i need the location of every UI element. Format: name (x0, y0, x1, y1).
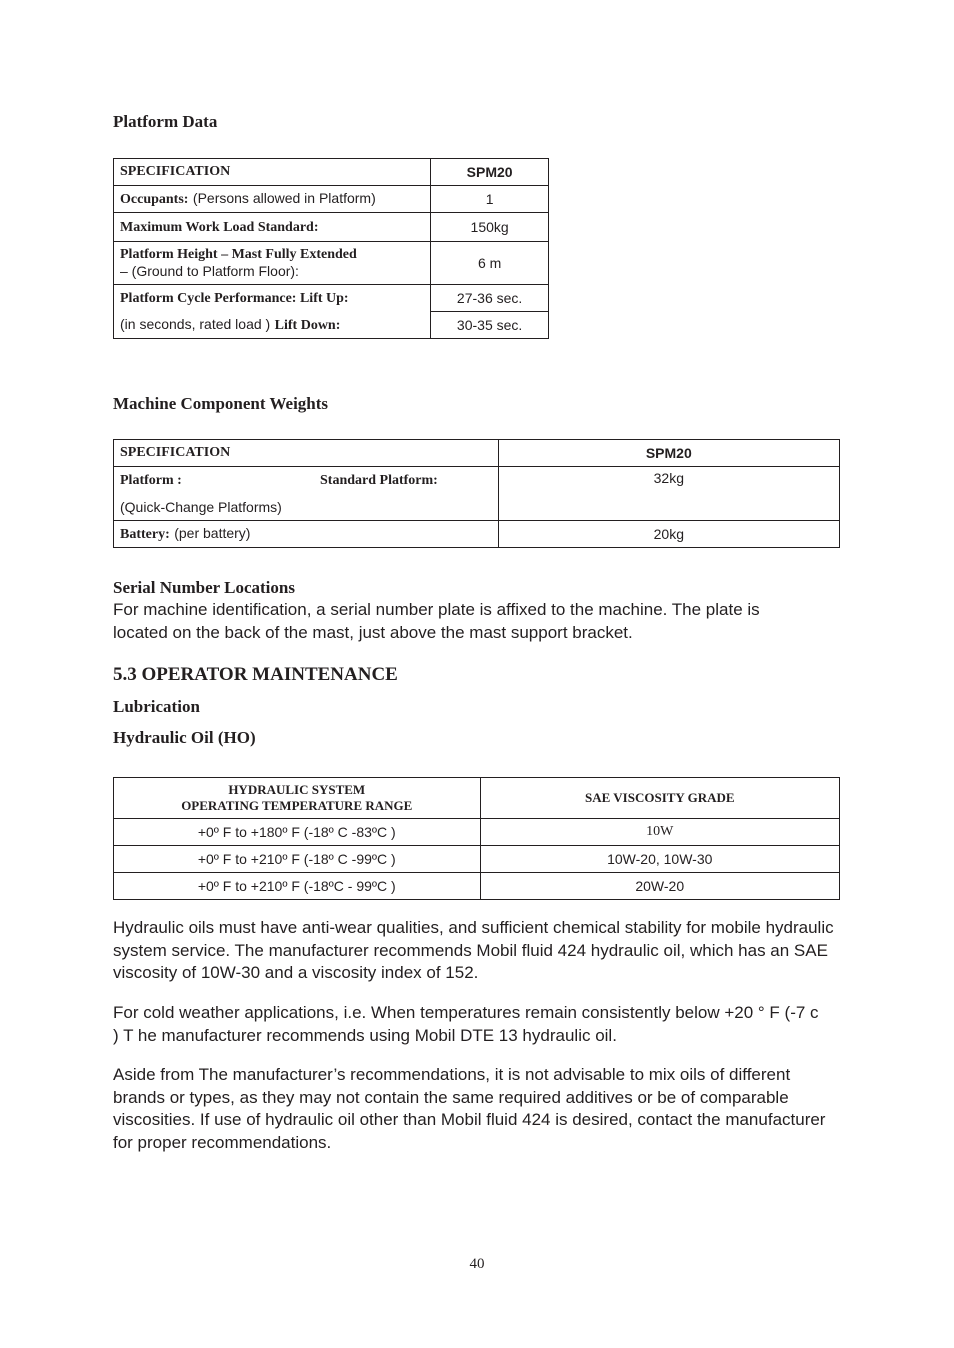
table-row (114, 819, 840, 846)
hydraulic-oil-heading: Hydraulic Oil (HO) (113, 728, 256, 747)
row-value-empty (498, 494, 839, 521)
range-cell: +0º F to +180º F (-18º C -83ºC ) (114, 819, 481, 846)
model-header: SPM20 (498, 440, 839, 467)
table-row (114, 846, 840, 873)
platform-label: Platform : (120, 473, 182, 489)
row-label-rest: – (Ground to Platform Floor): (120, 263, 299, 279)
table-row (114, 521, 840, 548)
row-label-bold: Platform Height – Mast Fully Extended (120, 247, 357, 262)
spec-header: SPECIFICATION (114, 440, 499, 467)
paragraph-anti-wear: Hydraulic oils must have anti-wear qualities, and sufficient chemical stability for mobile hydraulic system service. The manufacturer recommends Mobil fluid 424 hydraulic oil, which has an SAE viscosity of 10W-30 and a viscosity index of 152. (113, 918, 834, 982)
platform-data-heading: Platform Data (113, 112, 218, 131)
component-weights-table (113, 439, 840, 548)
lubrication-heading: Lubrication (113, 697, 200, 716)
range-cell: +0º F to +210º F (-18º C -99ºC ) (114, 846, 481, 873)
paragraph-mixing-oils: Aside from The manufacturer’s recommendations, it is not advisable to mix oils of different brands or types, as they may not contain the same required additives or be of comparable viscosities. If use of hydraulic oil other than Mobil fluid 424 is desired, contact the manufacturer for proper recommendations. (113, 1065, 826, 1152)
serial-heading: Serial Number Locations (113, 578, 295, 597)
row-label (114, 242, 431, 285)
table-row (114, 873, 840, 900)
table-header-row (114, 159, 549, 186)
row-label-bold: Platform Cycle Performance: Lift Up: (120, 291, 349, 307)
row-label (114, 521, 499, 548)
table-row (114, 285, 549, 312)
row-label-bold: Occupants: (120, 192, 189, 207)
battery-label-rest: (per battery) (174, 525, 251, 541)
row-value: 6 m (431, 242, 549, 285)
table-row (114, 467, 840, 494)
paragraph-cold-weather: For cold weather applications, i.e. When temperatures remain consistently below +20 ° F (-7 c ) T he manufacturer recommends using Mobil DTE 13 hydraulic oil. (113, 1003, 819, 1045)
hydraulic-table (113, 777, 840, 900)
row-label (114, 312, 431, 339)
row-label-bold: Lift Down: (274, 317, 341, 333)
row-label-bold: Maximum Work Load Standard: (120, 220, 319, 235)
grade-cell: 20W-20 (480, 873, 839, 900)
row-label-rest: (Persons allowed in Platform) (192, 190, 376, 206)
row-value: 27-36 sec. (431, 285, 549, 312)
row-label (114, 213, 431, 242)
table-row (114, 312, 549, 339)
serial-text: For machine identification, a serial number plate is affixed to the machine. The plate is located on the back of the mast, just above the mast support bracket. (113, 600, 760, 642)
table-row (114, 494, 840, 521)
grade-cell: 10W (480, 819, 839, 846)
battery-label-bold: Battery: (120, 527, 170, 542)
range-header-line2: OPERATING TEMPERATURE RANGE (181, 798, 413, 813)
table-header-row (114, 778, 840, 819)
range-cell: +0º F to +210º F (-18ºC - 99ºC ) (114, 873, 481, 900)
row-label (114, 285, 431, 312)
row-value: 1 (431, 186, 549, 213)
row-value: 20kg (498, 521, 839, 548)
row-label-rest: (in seconds, rated load ) (120, 315, 271, 332)
table-row (114, 242, 549, 285)
spec-header: SPECIFICATION (114, 159, 431, 186)
range-header-line1: HYDRAULIC SYSTEM (228, 782, 366, 797)
range-header (114, 778, 481, 819)
row-value: 32kg (498, 467, 839, 494)
row-label (114, 186, 431, 213)
grade-header: SAE VISCOSITY GRADE (480, 778, 839, 819)
table-header-row (114, 440, 840, 467)
platform-data-table (113, 158, 549, 339)
row-value: 150kg (431, 213, 549, 242)
row-label (114, 467, 499, 494)
model-header: SPM20 (431, 159, 549, 186)
table-row (114, 213, 549, 242)
section-heading: 5.3 OPERATOR MAINTENANCE (113, 664, 398, 685)
table-row (114, 186, 549, 213)
standard-platform-label: Standard Platform: (320, 473, 438, 489)
component-weights-heading: Machine Component Weights (113, 394, 329, 413)
row-value: 30-35 sec. (431, 312, 549, 339)
grade-cell: 10W-20, 10W-30 (480, 846, 839, 873)
row-label: (Quick-Change Platforms) (114, 494, 499, 521)
page-number: 40 (469, 1256, 485, 1272)
